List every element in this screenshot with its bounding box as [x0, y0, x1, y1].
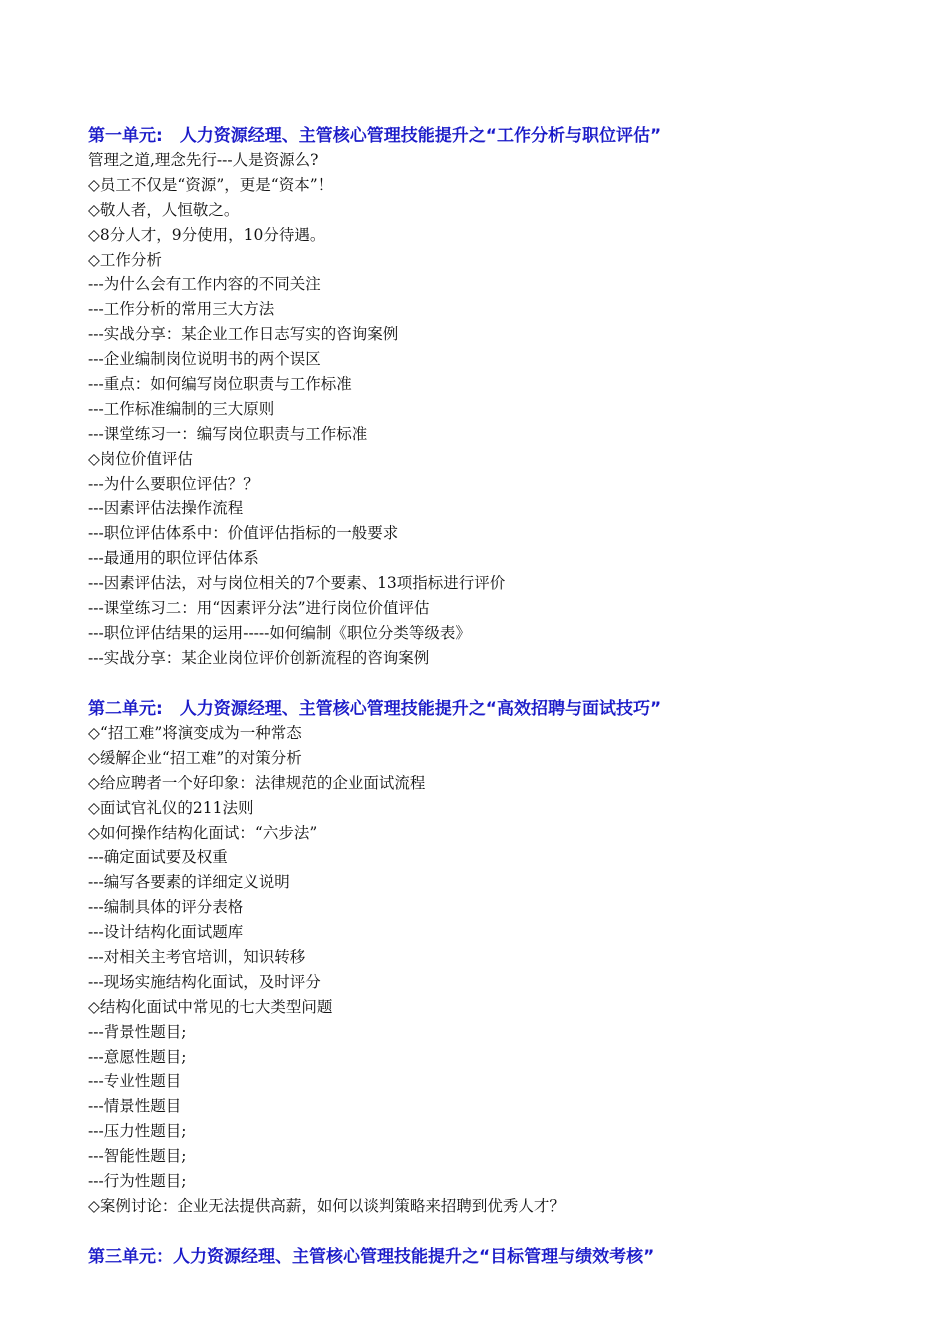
- bullet-item: ◇结构化面试中常见的七大类型问题: [88, 997, 333, 1016]
- bullet-item: ◇“招工难”将演变成为一种常态: [88, 724, 302, 742]
- sub-item: ---确定面试要及权重: [88, 848, 228, 867]
- unit-2-section: [88, 697, 928, 1219]
- sub-item: ---实战分享：某企业岗位评价创新流程的咨询案例: [88, 648, 430, 667]
- sub-item: ---意愿性题目;: [88, 1047, 187, 1066]
- bullet-item: ◇面试官礼仪的211法则: [88, 798, 254, 817]
- sub-item: ---最通用的职位评估体系: [88, 549, 259, 568]
- unit-3-section: [88, 1245, 928, 1269]
- sub-item: ---背景性题目;: [88, 1022, 187, 1041]
- unit-2-heading: 第二单元: 人力资源经理、主管核心管理技能提升之“高效招聘与面试技巧”: [88, 699, 662, 719]
- bullet-item: ◇岗位价值评估: [88, 449, 193, 468]
- bullet-item: ◇案例讨论：企业无法提供高薪，如何以谈判策略来招聘到优秀人才？: [88, 1196, 565, 1215]
- bullet-item: ◇员工不仅是“资源”，更是“资本”！: [88, 175, 334, 194]
- sub-item: ---现场实施结构化面试，及时评分: [88, 972, 321, 991]
- bullet-item: ◇敬人者，人恒敬之。: [88, 200, 240, 219]
- sub-item: ---因素评估法，对与岗位相关的7个要素、13项指标进行评价: [88, 574, 506, 593]
- sub-item: ---压力性题目;: [88, 1122, 187, 1141]
- sub-item: ---职位评估体系中：价值评估指标的一般要求: [88, 524, 399, 543]
- sub-item: ---为什么会有工作内容的不同关注: [88, 275, 321, 294]
- unit-1-body: [88, 148, 928, 671]
- sub-item: ---因素评估法操作流程: [88, 499, 244, 518]
- bullet-item: ◇8分人才，9分使用，10分待遇。: [88, 225, 326, 244]
- unit-1-section: [88, 124, 928, 671]
- sub-item: ---企业编制岗位说明书的两个误区: [88, 350, 321, 369]
- sub-item: ---职位评估结果的运用-----如何编制《职位分类等级表》: [88, 623, 471, 642]
- text-line: 管理之道,理念先行---人是资源么?: [88, 151, 319, 169]
- sub-item: ---编写各要素的详细定义说明: [88, 873, 290, 892]
- sub-item: ---为什么要职位评估？？: [88, 474, 259, 493]
- sub-item: ---专业性题目: [88, 1072, 182, 1091]
- unit-3-heading: 第三单元：人力资源经理、主管核心管理技能提升之“目标管理与绩效考核”: [88, 1247, 655, 1267]
- sub-item: ---实战分享：某企业工作日志写实的咨询案例: [88, 325, 399, 344]
- bullet-item: ◇缓解企业“招工难”的对策分析: [88, 748, 302, 767]
- sub-item: ---重点：如何编写岗位职责与工作标准: [88, 375, 352, 394]
- sub-item: ---工作标准编制的三大原则: [88, 399, 275, 418]
- bullet-item: ◇给应聘者一个好印象：法律规范的企业面试流程: [88, 773, 426, 792]
- unit-1-heading: 第一单元: 人力资源经理、主管核心管理技能提升之“工作分析与职位评估”: [88, 126, 662, 146]
- sub-item: ---课堂练习一：编写岗位职责与工作标准: [88, 424, 368, 443]
- bullet-item: ◇如何操作结构化面试：“六步法”: [88, 823, 318, 842]
- sub-item: ---工作分析的常用三大方法: [88, 300, 275, 319]
- sub-item: ---行为性题目;: [88, 1172, 187, 1191]
- sub-item: ---设计结构化面试题库: [88, 923, 244, 942]
- sub-item: ---情景性题目: [88, 1097, 182, 1116]
- bullet-item: ◇工作分析: [88, 250, 162, 269]
- sub-item: ---课堂练习二：用“因素评分法”进行岗位价值评估: [88, 599, 430, 618]
- sub-item: ---编制具体的评分表格: [88, 898, 244, 917]
- sub-item: ---对相关主考官培训，知识转移: [88, 948, 306, 967]
- unit-2-body: [88, 721, 928, 1219]
- sub-item: ---智能性题目;: [88, 1147, 187, 1166]
